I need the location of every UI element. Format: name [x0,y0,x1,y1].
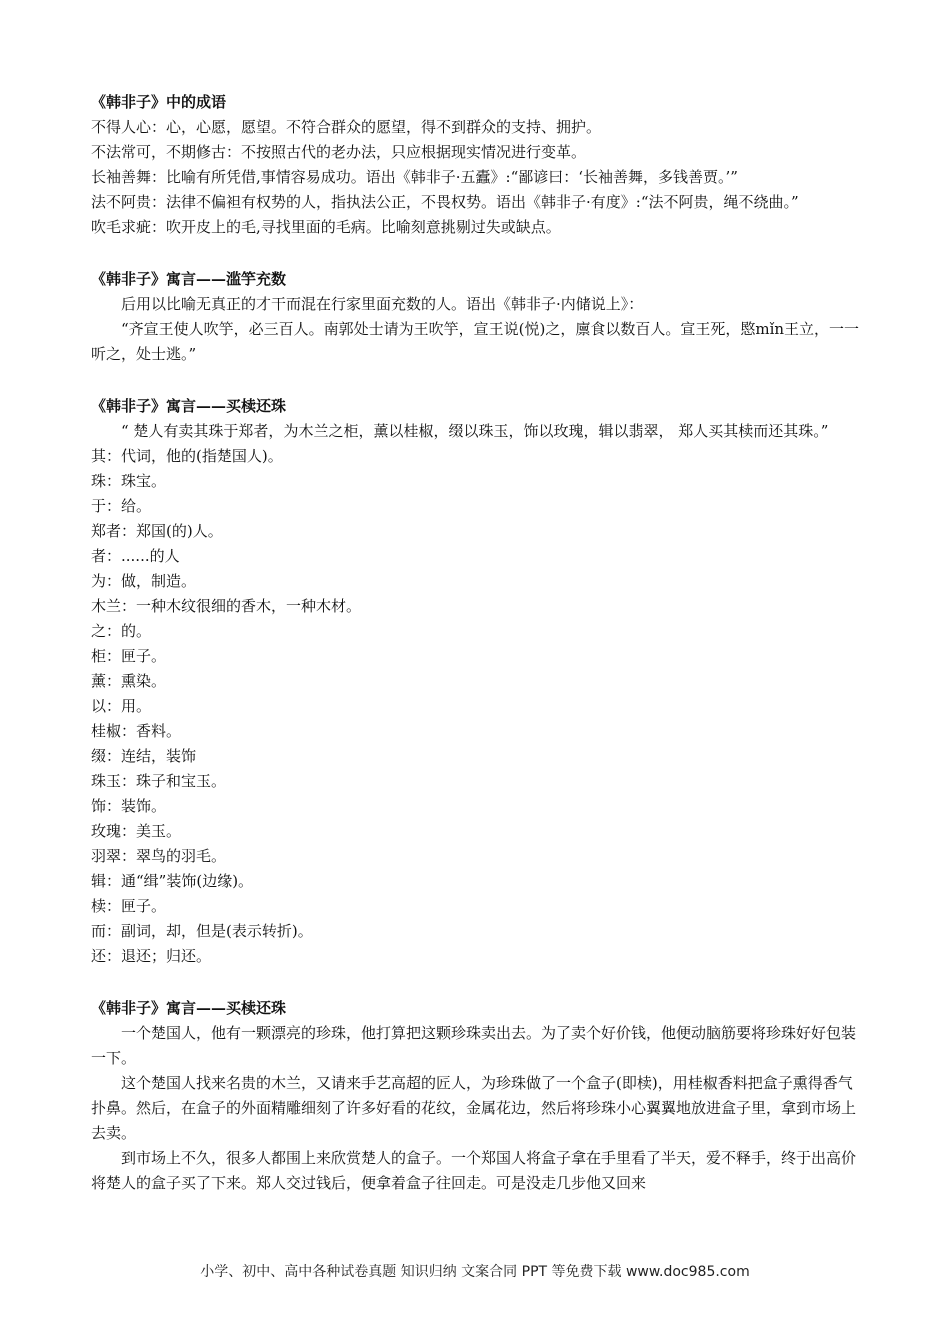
gloss-line: 椟：匣子。 [91,897,167,915]
section-title: 《韩非子》寓言——买椟还珠 [91,397,287,415]
section-maidu-story [91,996,861,1196]
gloss-line: 饰：装饰。 [91,797,167,815]
document-body [91,90,861,1223]
idiom-line: 不得人心：心，心愿，愿望。不符合群众的愿望，得不到群众的支持、拥护。 [91,118,602,136]
idiom-line: 长袖善舞：比喻有所凭借,事情容易成功。语出《韩非子·五蠹》:“鄙谚曰：‘长袖善舞，多钱善贾。’” [91,168,738,186]
section-title: 《韩非子》寓言——滥竽充数 [91,270,287,288]
gloss-line: 之：的。 [91,622,152,640]
gloss-line: 者：......的人 [91,547,180,565]
gloss-line: 珠：珠宝。 [91,472,167,490]
gloss-line: 其：代词，他的(指楚国人)。 [91,447,283,465]
idiom-line: 不法常可，不期修古：不按照古代的老办法，只应根据现实情况进行变革。 [91,143,587,161]
gloss-line: 郑者：郑国(的)人。 [91,522,223,540]
page-footer: 小学、初中、高中各种试卷真题 知识归纳 文案合同 PPT 等免费下载 www.doc985.com [200,1264,750,1280]
section-maidu-glossary [91,394,861,969]
gloss-line: 柜：匣子。 [91,647,167,665]
gloss-line: 玫瑰：美玉。 [91,822,182,840]
gloss-line: 木兰：一种木纹很细的香木，一种木材。 [91,597,362,615]
gloss-line: 羽翠：翠鸟的羽毛。 [91,847,227,865]
gloss-line: 而：副词，却，但是(表示转折)。 [91,922,313,940]
gloss-line: 桂椒：香料。 [91,722,182,740]
section-title: 《韩非子》寓言——买椟还珠 [91,999,287,1017]
section-idioms [91,90,861,240]
paragraph: 到市场上不久，很多人都围上来欣赏楚人的盒子。一个郑国人将盒子拿在手里看了半天，爱不释手，终于出高价将楚人的盒子买了下来。郑人交过钱后，便拿着盒子往回走。可是没走几步他又回来 [91,1149,857,1192]
quote-paragraph: “ 楚人有卖其珠于郑者，为木兰之柜，薰以桂椒，缀以珠玉，饰以玫瑰，辑以翡翠， 郑人买其椟而还其珠。” [121,422,829,440]
paragraph: 一个楚国人，他有一颗漂亮的珍珠，他打算把这颗珍珠卖出去。为了卖个好价钱，他便动脑筋要将珍珠好好包装一下。 [91,1024,857,1067]
gloss-line: 于：给。 [91,497,152,515]
gloss-line: 辑：通“缉”装饰(边缘)。 [91,872,254,890]
gloss-line: 以：用。 [91,697,152,715]
paragraph: 这个楚国人找来名贵的木兰，又请来手艺高超的匠人，为珍珠做了一个盒子(即椟)，用桂椒香料把盒子熏得香气扑鼻。然后，在盒子的外面精雕细刻了许多好看的花纹，金属花边，然后将珍珠小心翼翼地放进盒子里，拿到市场上去卖。 [91,1074,857,1142]
paragraph: 后用以比喻无真正的才干而混在行家里面充数的人。语出《韩非子·内储说上》： [121,295,644,313]
idiom-line: 法不阿贵：法律不偏袒有权势的人，指执法公正，不畏权势。语出《韩非子·有度》:“法不阿贵，绳不绕曲。” [91,193,799,211]
gloss-line: 珠玉：珠子和宝玉。 [91,772,227,790]
gloss-line: 还：退还；归还。 [91,947,212,965]
gloss-line: 缀：连结，装饰 [91,747,197,765]
idiom-line: 吹毛求疵：吹开皮上的毛,寻找里面的毛病。比喻刻意挑剔过失或缺点。 [91,218,561,236]
section-title: 《韩非子》中的成语 [91,93,227,111]
gloss-line: 为：做，制造。 [91,572,197,590]
paragraph: “齐宣王使人吹竽，必三百人。南郭处士请为王吹竽，宣王说(悦)之，廪食以数百人。宣王死，愍mǐn王立，一一听之，处士逃。” [91,320,860,363]
gloss-line: 薰：熏染。 [91,672,167,690]
section-lanyu [91,267,861,367]
